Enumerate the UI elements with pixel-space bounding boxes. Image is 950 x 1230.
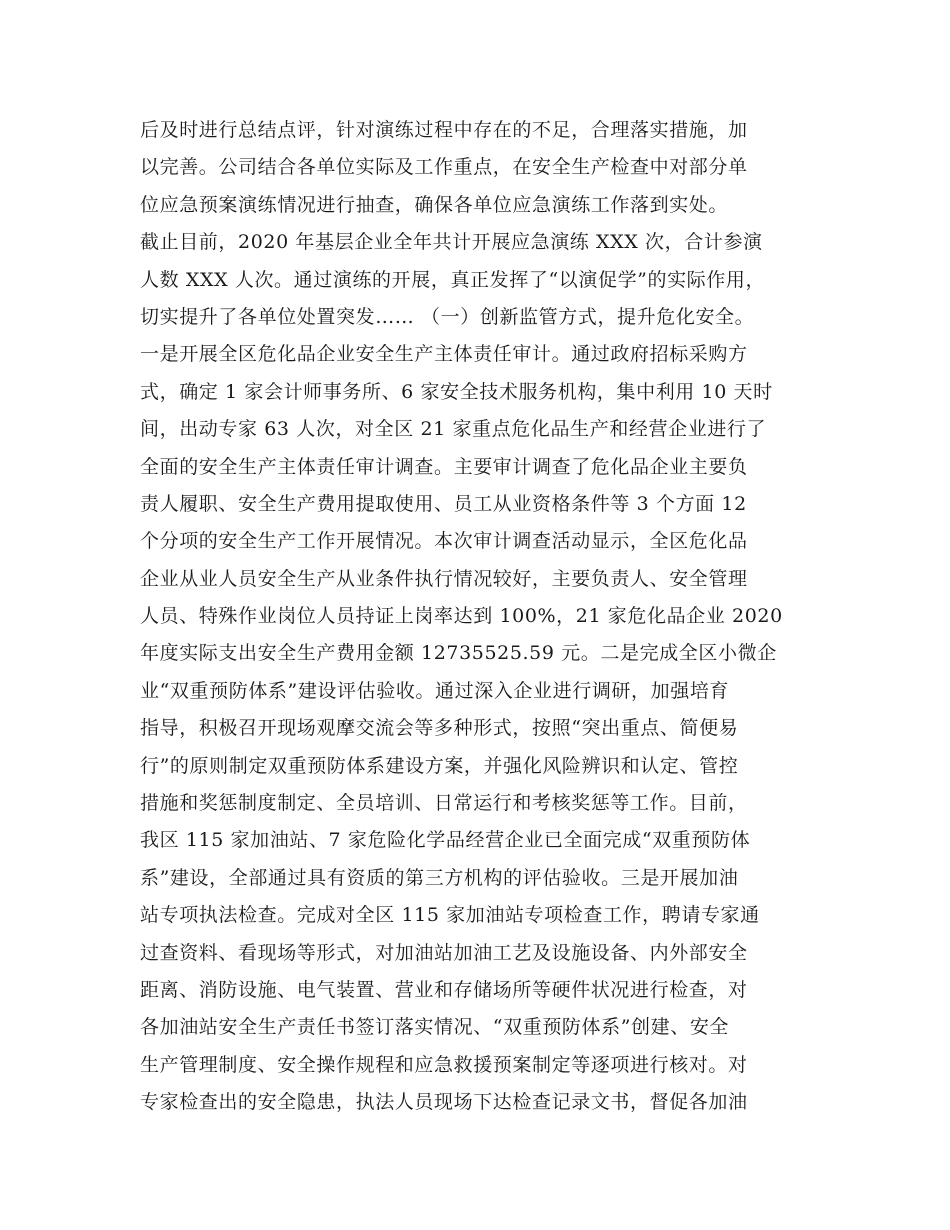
text-line: 过查资料、看现场等形式，对加油站加油工艺及设施设备、内外部安全 [140,941,748,964]
text-line: 全面的安全生产主体责任审计调查。主要审计调查了危化品企业主要负 [140,455,748,478]
text-line: 切实提升了各单位处置突发…… （一）创新监管方式，提升危化安全。 [140,305,755,328]
text-line: 一是开展全区危化品企业安全生产主体责任审计。通过政府招标采购方 [140,343,748,366]
text-line: 业“双重预防体系”建设评估验收。通过深入企业进行调研，加强培育 [140,679,730,702]
text-line: 位应急预案演练情况进行抽查，确保各单位应急演练工作落到实处。 [140,193,729,216]
text-line: 截止目前，2020 年基层企业全年共计开展应急演练 XXX 次，合计参演 [140,231,763,254]
text-line: 个分项的安全生产工作开展情况。本次审计调查活动显示，全区危化品 [140,530,748,553]
text-line: 站专项执法检查。完成对全区 115 家加油站专项检查工作，聘请专家通 [140,904,760,927]
text-line: 措施和奖惩制度制定、全员培训、日常运行和考核奖惩等工作。目前， [140,792,748,815]
text-line: 距离、消防设施、电气装置、营业和存储场所等硬件状况进行检查，对 [140,978,748,1001]
text-line: 年度实际支出安全生产费用金额 12735525.59 元。二是完成全区小微企 [140,642,777,665]
text-line: 行”的原则制定双重预防体系建设方案，并强化风险辨识和认定、管控 [140,754,739,777]
text-line: 我区 115 家加油站、7 家危险化学品经营企业已全面完成“双重预防体 [140,829,751,852]
text-line: 企业从业人员安全生产从业条件执行情况较好，主要负责人、安全管理 [140,567,748,590]
text-line: 各加油站安全生产责任书签订落实情况、“双重预防体系”创建、安全 [140,1016,730,1039]
text-line: 式，确定 1 家会计师事务所、6 家安全技术服务机构，集中利用 10 天时 [140,380,773,403]
text-line: 人数 XXX 人次。通过演练的开展，真正发挥了“以演促学”的实际作用， [140,268,766,291]
body-text [140,112,840,1122]
text-line: 责人履职、安全生产费用提取使用、员工从业资格条件等 3 个方面 12 [140,492,747,515]
text-line: 专家检查出的安全隐患，执法人员现场下达检查记录文书，督促各加油 [140,1091,748,1114]
text-line: 后及时进行总结点评，针对演练过程中存在的不足，合理落实措施，加 [140,119,748,141]
text-line: 系”建设，全部通过具有资质的第三方机构的评估验收。三是开展加油 [140,866,739,889]
text-line: 以完善。公司结合各单位实际及工作重点，在安全生产检查中对部分单 [140,156,748,179]
text-line: 生产管理制度、安全操作规程和应急救援预案制定等逐项进行核对。对 [140,1053,748,1076]
text-line: 人员、特殊作业岗位人员持证上岗率达到 100%，21 家危化品企业 2020 [140,605,783,628]
text-line: 间，出动专家 63 人次，对全区 21 家重点危化品生产和经营企业进行了 [140,418,767,441]
text-line: 指导，积极召开现场观摩交流会等多种形式，按照“突出重点、简便易 [140,717,739,740]
